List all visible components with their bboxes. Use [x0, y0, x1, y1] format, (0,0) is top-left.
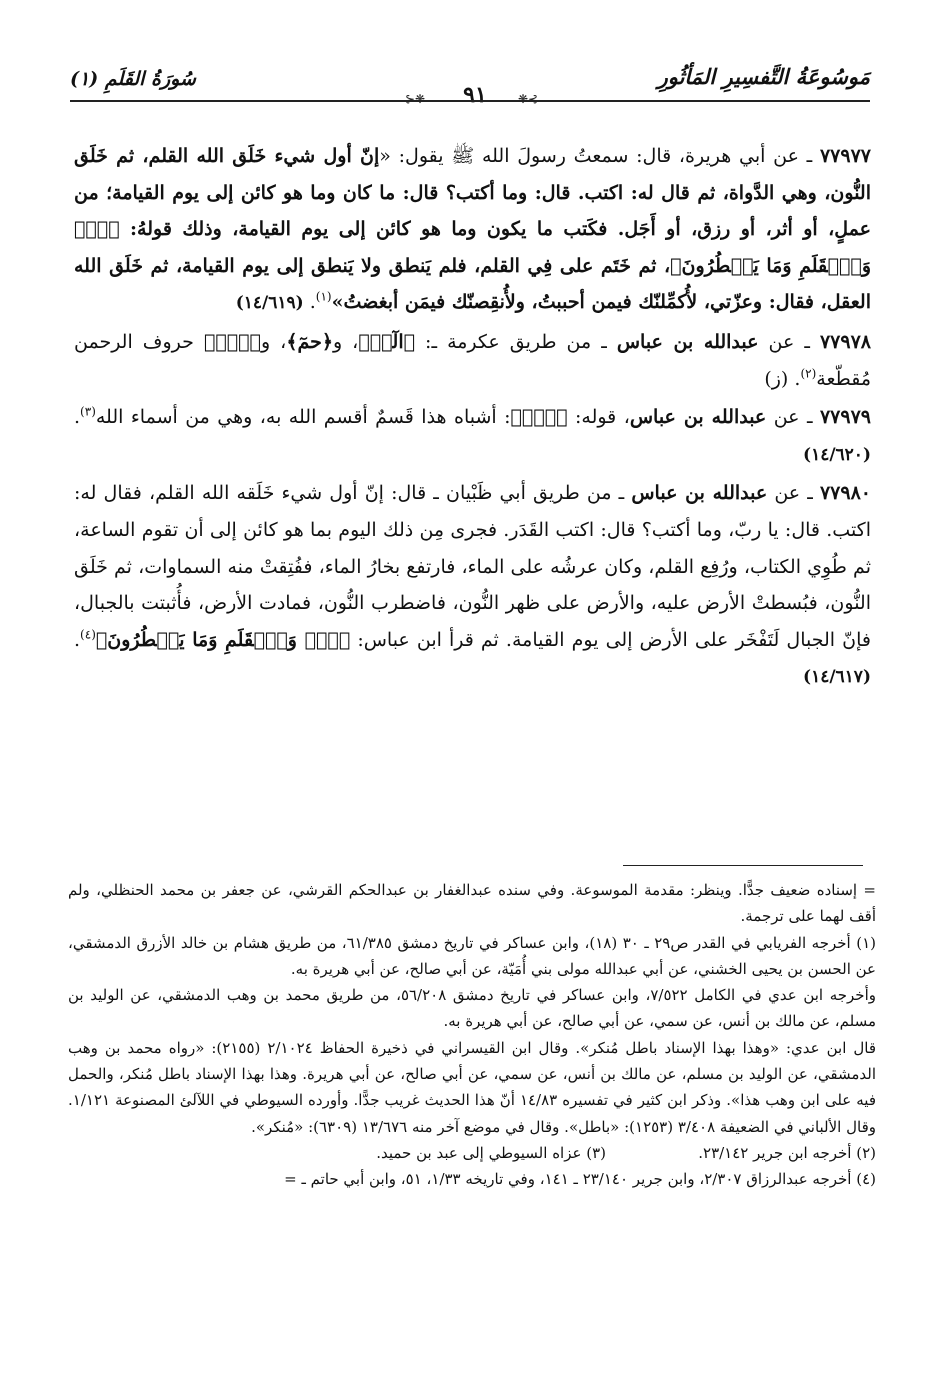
volume-reference: . (ز) [764, 367, 801, 390]
footnote-4: (٤) أخرجه عبدالرزاق ٢/٣٠٧، وابن جرير ٢٣/١٤٠ ـ ١٤١، وفي تاريخه ١/٣٣، ٥١، وابن أبي حاتم ـ = [284, 1170, 876, 1189]
conjunction: ، و [332, 330, 359, 353]
footnote-ref[interactable]: (١) [315, 290, 332, 305]
entry-text: ـ من طريق أبي ظَبْيان ـ قال: إنّ أول شيء خَلَقه الله القلم، فقال له: اكتب. قال: يا ربّ، وما أكتب؟ قال: اكتب القَدَر. فجرى مِن ذلك اليوم بما هو كائن إلى أن تقوم الساعة، ثم طُوِي الكتاب، ورُفِع القلم، وكان عرشُه على الماء، فارتفع بخارُ الماء، ففُتِقتْ منه السماوات، ثم خَلَق النُّون، فبُسطتْ الأرض عليه، والأرض على ظهر النُّون، فاضطرب النُّون، فمادت الأرض، فأُثبتت بالجبال، فإنّ الجبال لَتَفْخَر على الأرض إلى يوم القيامة. ثم قرأ ابن عباس: [74, 482, 871, 651]
footnote-1-b: وأخرجه ابن عدي في الكامل ٧/٥٢٢، وابن عساكر في تاريخ دمشق ٥٦/٢٠٨، من طريق محمد بن وهب الدمشقي، عن الوليد بن مسلم، عن مالك بن أنس، عن سمي، عن أبي صالح، عن أبي هريرة به. [68, 986, 876, 1031]
entry-text: ـ عن [758, 330, 820, 353]
footnote-2: (٢) أخرجه ابن جرير ٢٣/١٤٢. [698, 1143, 876, 1162]
narrator-name: عبدالله بن عباس [631, 482, 768, 505]
entry-number: ٧٧٩٧٧ [819, 145, 871, 167]
entry-77979: ٧٧٩٧٩ ـ عن عبدالله بن عباس، قوله: ﴿نٓۚ﴾: أشباه هذا قَسمٌ أقسم الله به، وهي من أسماء الله$^{(٣)}$. (١٤/٦٢٠) [74, 404, 871, 465]
hadith-text-cont: ، ثم خَتَم على فِي القلم، فلم يَنطق ولا يَنطق إلى يوم القيامة، ثم خَلَق الله العقل، فقال: وعزّتي، لأُكمِّلنّك فيمن أحببتُ، ولأُنقِصنّك فيمَن أبغضتُ [74, 254, 871, 314]
narrator-name: عبدالله بن عباس [629, 406, 767, 429]
footnote-pair [68, 1140, 876, 1166]
entry-77978 [74, 324, 871, 397]
book-title: مَوسُوعَةُ التَّفسِيرِ المَأثُورِ [657, 64, 870, 89]
surah-label: سُورَةُ القَلَمِ (١) [70, 68, 196, 90]
entry-text: ـ عن [766, 406, 820, 429]
quran-quote: ﴿نٓۚ﴾ [203, 330, 261, 353]
footnote-1: (١) أخرجه الفريابي في القدر ص٢٩ ـ ٣٠ (١٨)، وابن عساكر في تاريخ دمشق ٦١/٣٨٥، من طريق هشام بن خالد الأزرق الدمشقي، عن الحسن بن يحيى الخشني، عن أبي عبدالله مولى بني أُمَيّة، عن أبي صالح، عن أبي هريرة به. [68, 933, 877, 978]
footnote-divider [623, 865, 863, 866]
entry-text: حروف الرحمن مُقطّعة [74, 330, 871, 390]
footnotes [68, 877, 876, 1193]
quran-quote: ﴿الٓرۚ﴾ [358, 330, 416, 353]
footnote-1-c: قال ابن عدي: «وهذا بهذا الإسناد باطل مُنكر». وقال ابن القيسراني في ذخيرة الحفاظ ٢/١٠٢٤ (٢١٥٥): «رواه محمد بن وهب الدمشقي، عن الوليد بن مسلم، عن مالك بن أنس، عن سمي، عن أبي صالح، عن أبي هريرة. وهذا بهذا الإسناد باطل مُنكر، والحمل فيه على ابن وهب هذا». وذكر ابن كثير في تفسيره ١٤/٨٣ أنّ هذا الحديث غريب جدًّا. وأورده السيوطي في اللآلئ المصنوعة ١/١٢١. وقال الألباني في الضعيفة ٣/٤٠٨ (١٢٥٣): «باطل». وقال في موضع آخر منه ١٣/٦٧٦ (٦٣٠٩): «مُنكر». [68, 1038, 876, 1136]
entry-number: ٧٧٩٧٨ [819, 330, 871, 353]
entry-number: ٧٧٩٨٠ [819, 482, 871, 505]
main-text [74, 138, 871, 698]
ornament-right-icon: ❋⊰ [518, 92, 539, 106]
page-number: ٩١ [463, 82, 487, 108]
header-rule [70, 100, 870, 102]
page-header [70, 62, 870, 106]
ornament-left-icon: ⊱❋ [405, 92, 426, 106]
entry-text: ، قوله: [567, 406, 630, 429]
hadith-text: إنّ أول شيء خَلَق الله القلم، ثم خَلَق النُّون، وهي الدَّواة، ثم قال له: اكتب. قال: وما أكتب؟ قال: ما كان وما هو كائن إلى يوم القيامة؛ من عملٍ، أو أثر، أو رزق، أو أَجَل. فكَتب ما يكون وما هو كائن إلى يوم القيامة، وذلك قولهُ: [74, 145, 871, 241]
entry-text: ـ من طريق عكرمة ـ: [415, 330, 617, 353]
footnote-ref[interactable]: (٤) [80, 627, 96, 642]
volume-reference: (١٤/٦١٩) [235, 293, 304, 314]
entry-number: ٧٧٩٧٩ [819, 406, 871, 429]
quran-quote: ﴿نٓۚ﴾ [510, 406, 568, 429]
quote-close: » [331, 291, 344, 314]
narrator-name: عبدالله بن عباس [616, 330, 759, 353]
quran-quote: ﴿نٓۚ وَٱلۡقَلَمِ وَمَا يَسۡطُرُونَ﴾ [95, 628, 351, 651]
conjunction: ، و [260, 330, 287, 353]
entry-text: ـ عن أبي هريرة، قال: سمعتُ رسولَ الله ﷺ يقول: « [379, 145, 820, 167]
footnote-ref[interactable]: (٣) [80, 404, 96, 419]
footnote-ref[interactable]: (٢) [800, 366, 817, 381]
quran-quote: ﴿نٓۚ وَٱلۡقَلَمِ وَمَا يَسۡطُرُونَ﴾ [74, 218, 871, 277]
footnote-3: (٣) عزاه السيوطي إلى عبد بن حميد. [376, 1143, 606, 1162]
volume-reference: (١٤/٦٢٠) [803, 444, 871, 465]
entry-77980: ٧٧٩٨٠ ـ عن عبدالله بن عباس ـ من طريق أبي ظَبْيان ـ قال: إنّ أول شيء خَلَقه الله القلم، فقال له: اكتب. قال: يا ربّ، وما أكتب؟ قال: اكتب القَدَر. فجرى مِن ذلك اليوم بما هو كائن إلى أن تقوم الساعة، ثم طُوِي الكتاب، ورُفِع القلم، وكان عرشُه على الماء، فارتفع بخارُ الماء، ففُتِقتْ منه السماوات، ثم خَلَق النُّون، فبُسطتْ الأرض عليه، والأرض على ظهر النُّون، فاضطرب النُّون، فمادت الأرض، فأُثبتت بالجبال، فإنّ الجبال لَتَفْخَر على الأرض إلى يوم القيامة. ثم قرأ ابن عباس: ﴿نٓۚ وَٱلۡقَلَمِ وَمَا يَسۡطُرُونَ﴾$^{(٤)}$. (١٤/٦١٧) [74, 482, 871, 688]
quran-quote: ﴿حمٓ﴾ [286, 330, 333, 353]
footnote-continued: = إسناده ضعيف جدًّا. وينظر: مقدمة الموسوعة. وفي سنده عبدالغفار بن عبدالحكم القرشي، عن جعفر بن محمد الحنظلي، ولم أقف لهما على ترجمة. [68, 881, 876, 926]
entry-text: : أشباه هذا قَسمٌ أقسم الله به، وهي من أسماء الله [95, 406, 511, 429]
volume-reference: (١٤/٦١٧) [803, 667, 871, 688]
entry-77977: ٧٧٩٧٧ ـ عن أبي هريرة، قال: سمعتُ رسولَ الله ﷺ يقول: «إنّ أول شيء خَلَق الله القلم، ثم خَلَق النُّون، وهي الدَّواة، ثم قال له: اكتب. قال: وما أكتب؟ قال: ما كان وما هو كائن إلى يوم القيامة؛ من عملٍ، أو أثر، أو رزق، أو أَجَل. فكَتب ما يكون وما هو كائن إلى يوم القيامة، وذلك قولهُ: ﴿نٓۚ وَٱلۡقَلَمِ وَمَا يَسۡطُرُونَ﴾، ثم خَتَم على فِي القلم، فلم يَنطق ولا يَنطق إلى يوم القيامة، ثم خَلَق الله العقل، فقال: وعزّتي، لأُكمِّلنّك فيمن أحببتُ، ولأُنقِصنّك فيمَن أبغضتُ»$^{(١)}$. (١٤/٦١٩) [74, 145, 871, 314]
entry-text: ـ عن [767, 482, 820, 505]
